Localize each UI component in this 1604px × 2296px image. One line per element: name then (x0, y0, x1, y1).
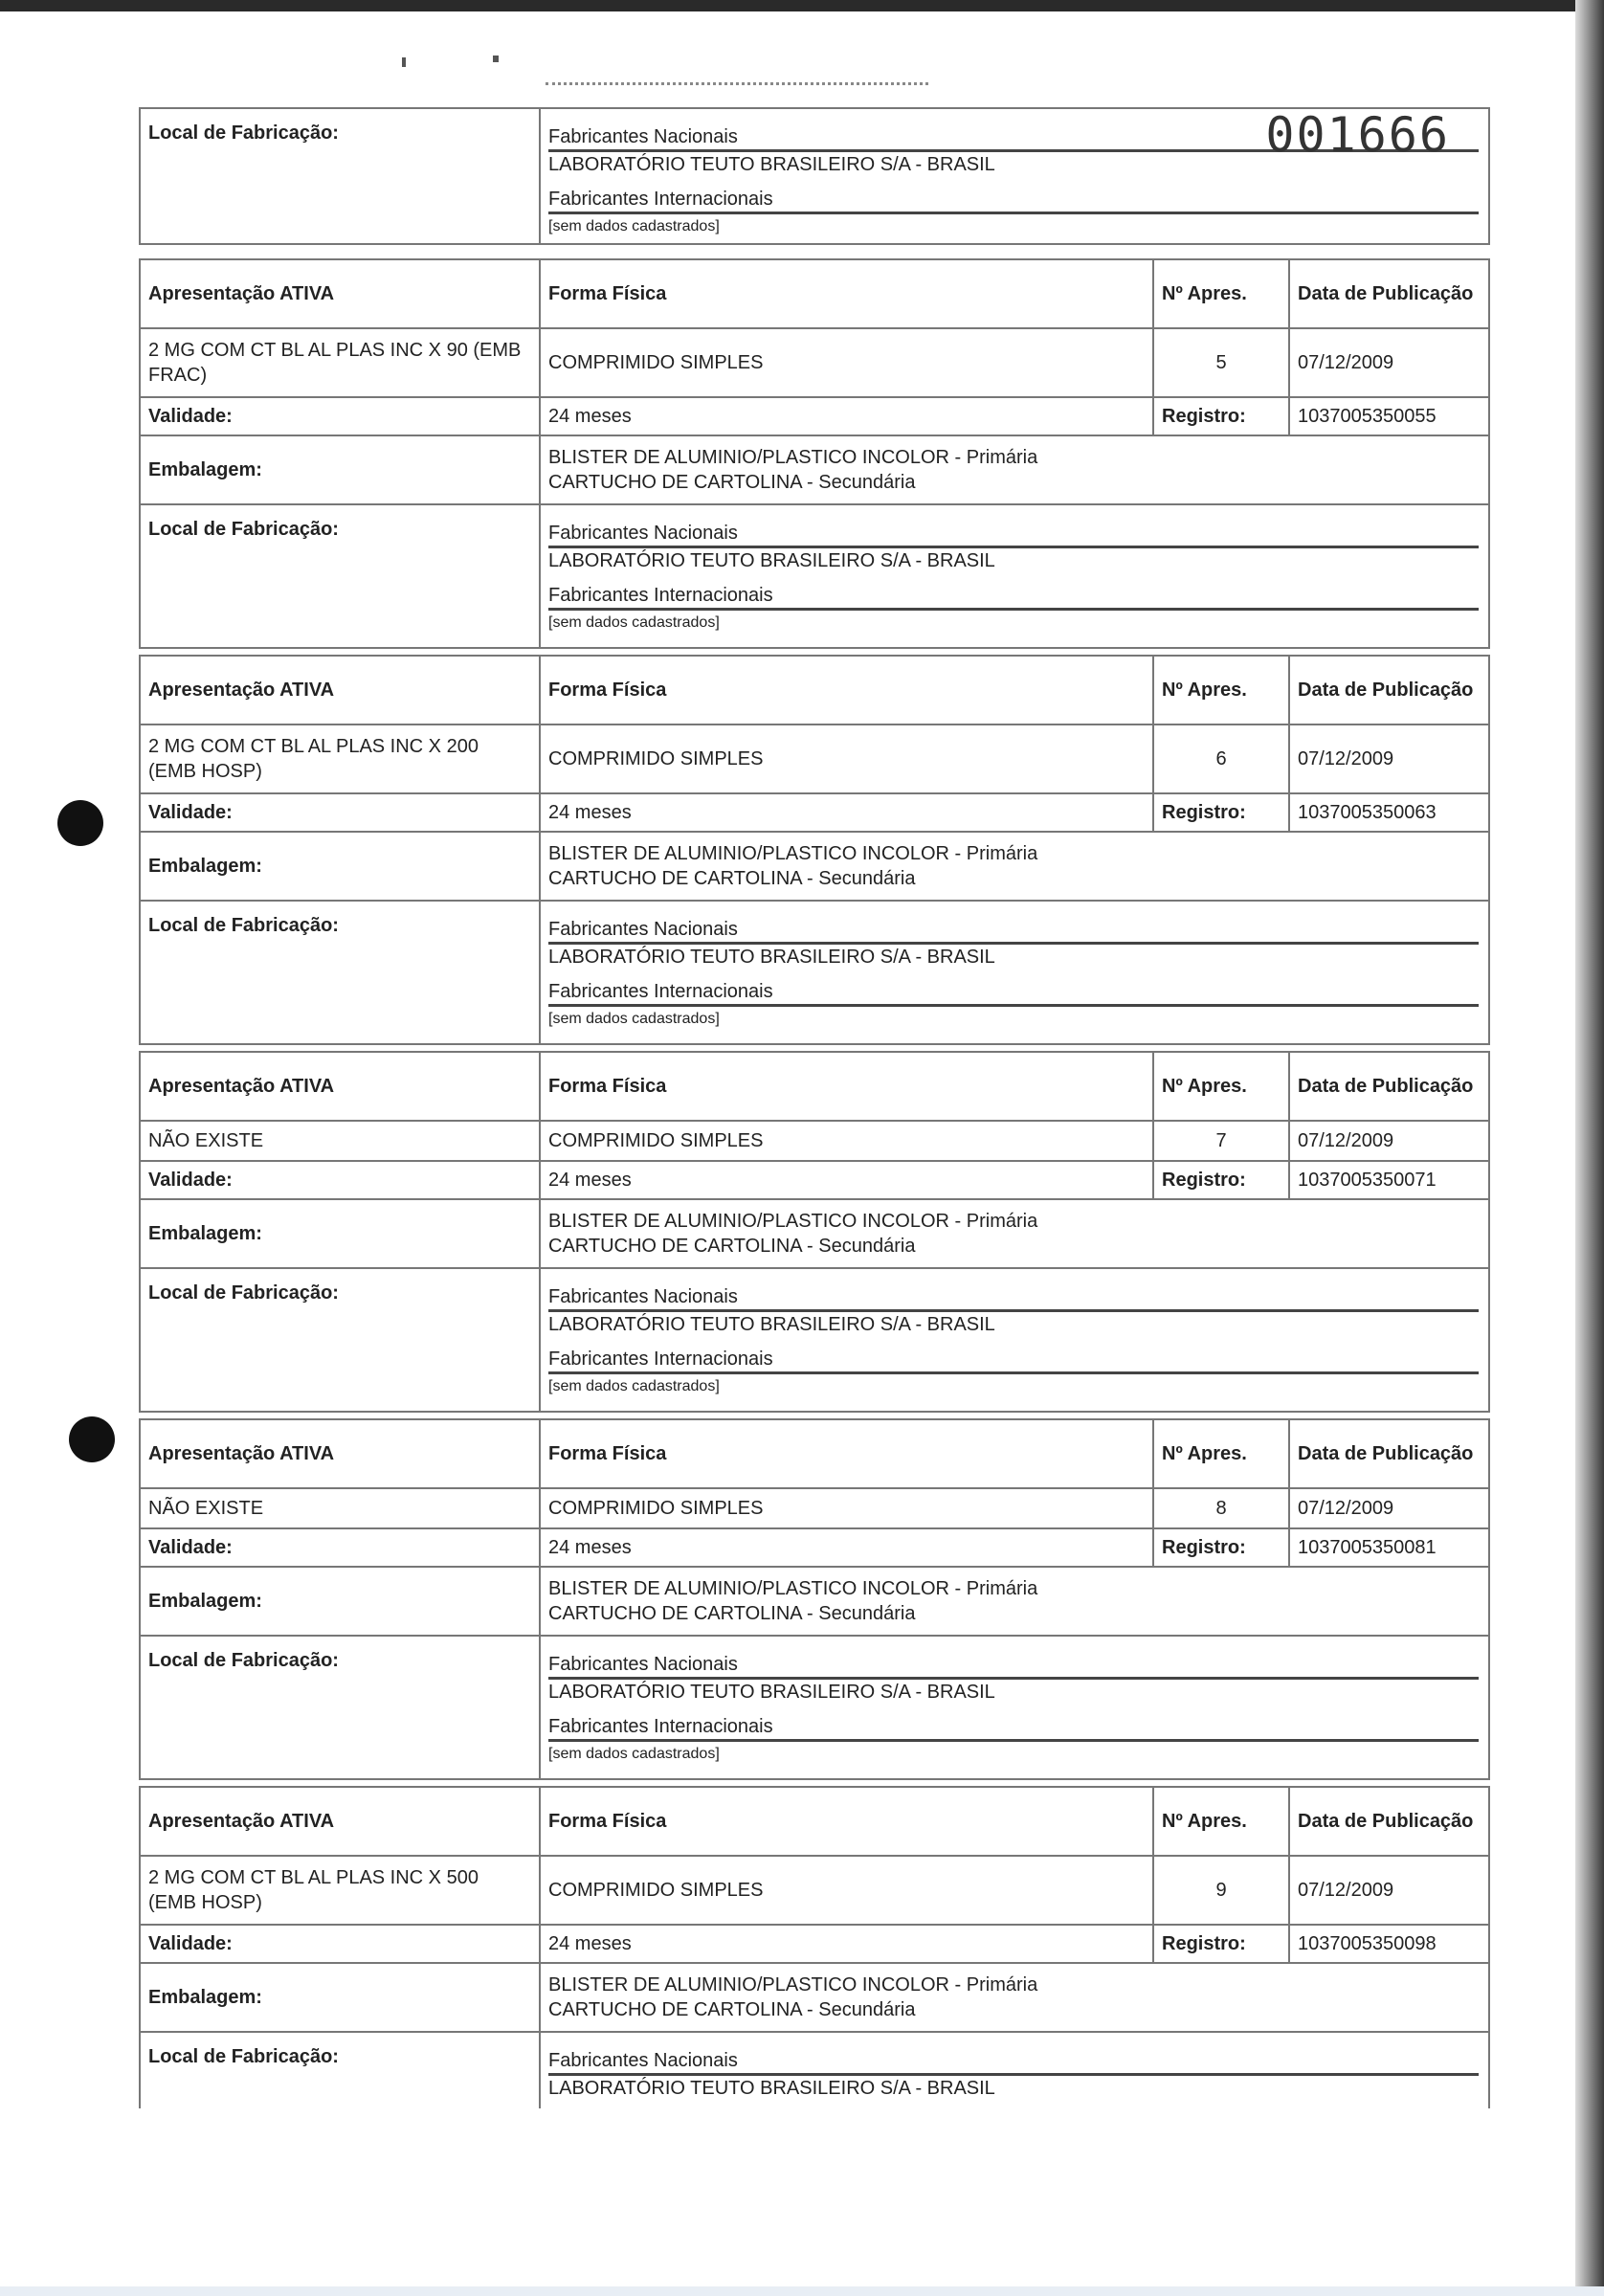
internacionais-heading: Fabricantes Internacionais (548, 583, 1479, 611)
sem-dados: [sem dados cadastrados] (548, 1378, 720, 1394)
sem-dados: [sem dados cadastrados] (548, 1746, 720, 1762)
sem-dados: [sem dados cadastrados] (548, 218, 720, 234)
data-value: 07/12/2009 (1289, 1488, 1489, 1528)
presentation-list (139, 258, 1490, 2108)
internacionais-heading: Fabricantes Internacionais (548, 979, 1479, 1007)
embalagem-value (540, 1963, 1489, 2032)
fabricante-nacional: LABORATÓRIO TEUTO BRASILEIRO S/A - BRASIL (548, 154, 995, 175)
forma-value: COMPRIMIDO SIMPLES (540, 328, 1153, 397)
num-header: Nº Apres. (1153, 656, 1289, 724)
local-label: Local de Fabricação: (140, 1268, 540, 1412)
data-value: 07/12/2009 (1289, 328, 1489, 397)
presentation-block (139, 655, 1490, 1045)
num-header: Nº Apres. (1153, 259, 1289, 328)
forma-header: Forma Física (540, 656, 1153, 724)
registro-value: 1037005350063 (1289, 793, 1489, 832)
num-value: 8 (1153, 1488, 1289, 1528)
local-value (540, 1268, 1489, 1412)
data-header: Data de Publicação (1289, 1052, 1489, 1121)
scan-border-bottom (0, 2286, 1604, 2296)
embalagem-label: Embalagem: (140, 1567, 540, 1636)
num-value: 9 (1153, 1856, 1289, 1925)
apresentacao-header: Apresentação ATIVA (140, 656, 540, 724)
punch-hole (69, 1416, 115, 1462)
embalagem-primaria: BLISTER DE ALUMINIO/PLASTICO INCOLOR - Primária (548, 843, 1038, 864)
num-value: 5 (1153, 328, 1289, 397)
apresentacao-header: Apresentação ATIVA (140, 1052, 540, 1121)
registro-label: Registro: (1153, 1528, 1289, 1567)
fabricante-nacional: LABORATÓRIO TEUTO BRASILEIRO S/A - BRASIL (548, 1314, 995, 1335)
num-header: Nº Apres. (1153, 1787, 1289, 1856)
local-label: Local de Fabricação: (140, 2032, 540, 2108)
punch-hole (57, 800, 103, 846)
fabricante-nacional: LABORATÓRIO TEUTO BRASILEIRO S/A - BRASIL (548, 947, 995, 968)
validade-value: 24 meses (540, 793, 1153, 832)
presentation-block (139, 1418, 1490, 1780)
embalagem-label: Embalagem: (140, 1199, 540, 1268)
validade-label: Validade: (140, 1528, 540, 1567)
embalagem-value (540, 1199, 1489, 1268)
forma-value: COMPRIMIDO SIMPLES (540, 1488, 1153, 1528)
validade-label: Validade: (140, 1925, 540, 1963)
registro-value: 1037005350098 (1289, 1925, 1489, 1963)
validade-value: 24 meses (540, 1161, 1153, 1199)
sem-dados: [sem dados cadastrados] (548, 614, 720, 631)
sem-dados: [sem dados cadastrados] (548, 1011, 720, 1027)
scan-speck (402, 57, 406, 67)
embalagem-label: Embalagem: (140, 832, 540, 901)
nacionais-heading: Fabricantes Nacionais (548, 124, 1479, 152)
internacionais-heading: Fabricantes Internacionais (548, 1347, 1479, 1374)
validade-label: Validade: (140, 1161, 540, 1199)
forma-value: COMPRIMIDO SIMPLES (540, 724, 1153, 793)
embalagem-label: Embalagem: (140, 1963, 540, 2032)
registro-label: Registro: (1153, 1925, 1289, 1963)
apresentacao-value: NÃO EXISTE (140, 1488, 540, 1528)
embalagem-label: Embalagem: (140, 435, 540, 504)
presentation-block (139, 258, 1490, 649)
registro-label: Registro: (1153, 1161, 1289, 1199)
document-body (139, 107, 1490, 2112)
nacionais-heading: Fabricantes Nacionais (548, 521, 1479, 548)
fabricante-nacional: LABORATÓRIO TEUTO BRASILEIRO S/A - BRASIL (548, 550, 995, 571)
stamp-number: 001666 (1265, 107, 1450, 163)
embalagem-primaria: BLISTER DE ALUMINIO/PLASTICO INCOLOR - Primária (548, 1578, 1038, 1599)
local-value (540, 504, 1489, 648)
embalagem-primaria: BLISTER DE ALUMINIO/PLASTICO INCOLOR - Primária (548, 447, 1038, 468)
num-header: Nº Apres. (1153, 1419, 1289, 1488)
validade-value: 24 meses (540, 1528, 1153, 1567)
local-label: Local de Fabricação: (140, 1636, 540, 1779)
apresentacao-value: 2 MG COM CT BL AL PLAS INC X 500 (EMB HOSP) (140, 1856, 540, 1925)
num-header: Nº Apres. (1153, 1052, 1289, 1121)
apresentacao-header: Apresentação ATIVA (140, 1419, 540, 1488)
registro-value: 1037005350055 (1289, 397, 1489, 435)
embalagem-primaria: BLISTER DE ALUMINIO/PLASTICO INCOLOR - Primária (548, 1974, 1038, 1995)
embalagem-secundaria: CARTUCHO DE CARTOLINA - Secundária (548, 472, 916, 493)
forma-value: COMPRIMIDO SIMPLES (540, 1121, 1153, 1161)
apresentacao-value: 2 MG COM CT BL AL PLAS INC X 90 (EMB FRAC) (140, 328, 540, 397)
presentation-block (139, 1786, 1490, 2108)
forma-header: Forma Física (540, 1787, 1153, 1856)
scan-border-top (0, 0, 1604, 11)
embalagem-value (540, 1567, 1489, 1636)
embalagem-secundaria: CARTUCHO DE CARTOLINA - Secundária (548, 868, 916, 889)
nacionais-heading: Fabricantes Nacionais (548, 2048, 1479, 2076)
forma-value: COMPRIMIDO SIMPLES (540, 1856, 1153, 1925)
validade-value: 24 meses (540, 1925, 1153, 1963)
internacionais-heading: Fabricantes Internacionais (548, 1714, 1479, 1742)
data-value: 07/12/2009 (1289, 1856, 1489, 1925)
embalagem-value (540, 832, 1489, 901)
nacionais-heading: Fabricantes Nacionais (548, 1652, 1479, 1680)
num-value: 7 (1153, 1121, 1289, 1161)
validade-label: Validade: (140, 397, 540, 435)
scan-speck (493, 56, 499, 62)
validade-label: Validade: (140, 793, 540, 832)
cut-off-text (546, 82, 928, 85)
local-label: Local de Fabricação: (140, 504, 540, 648)
num-value: 6 (1153, 724, 1289, 793)
apresentacao-header: Apresentação ATIVA (140, 1787, 540, 1856)
local-label: Local de Fabricação: (140, 108, 540, 244)
embalagem-secundaria: CARTUCHO DE CARTOLINA - Secundária (548, 1236, 916, 1257)
apresentacao-header: Apresentação ATIVA (140, 259, 540, 328)
local-value (540, 2032, 1489, 2108)
nacionais-heading: Fabricantes Nacionais (548, 1284, 1479, 1312)
data-header: Data de Publicação (1289, 1419, 1489, 1488)
embalagem-value (540, 435, 1489, 504)
apresentacao-value: NÃO EXISTE (140, 1121, 540, 1161)
local-value (540, 901, 1489, 1044)
data-header: Data de Publicação (1289, 1787, 1489, 1856)
data-value: 07/12/2009 (1289, 724, 1489, 793)
embalagem-secundaria: CARTUCHO DE CARTOLINA - Secundária (548, 1603, 916, 1624)
apresentacao-value: 2 MG COM CT BL AL PLAS INC X 200 (EMB HOSP) (140, 724, 540, 793)
partial-block-top (139, 107, 1490, 245)
scan-border-right (1575, 0, 1604, 2296)
nacionais-heading: Fabricantes Nacionais (548, 917, 1479, 945)
data-header: Data de Publicação (1289, 259, 1489, 328)
local-value (540, 108, 1489, 244)
fabricante-nacional: LABORATÓRIO TEUTO BRASILEIRO S/A - BRASIL (548, 2078, 995, 2099)
internacionais-heading: Fabricantes Internacionais (548, 187, 1479, 214)
data-value: 07/12/2009 (1289, 1121, 1489, 1161)
local-label: Local de Fabricação: (140, 901, 540, 1044)
embalagem-secundaria: CARTUCHO DE CARTOLINA - Secundária (548, 1999, 916, 2020)
forma-header: Forma Física (540, 259, 1153, 328)
registro-value: 1037005350081 (1289, 1528, 1489, 1567)
data-header: Data de Publicação (1289, 656, 1489, 724)
local-value (540, 1636, 1489, 1779)
forma-header: Forma Física (540, 1052, 1153, 1121)
fabricante-nacional: LABORATÓRIO TEUTO BRASILEIRO S/A - BRASIL (548, 1682, 995, 1703)
registro-label: Registro: (1153, 793, 1289, 832)
validade-value: 24 meses (540, 397, 1153, 435)
registro-label: Registro: (1153, 397, 1289, 435)
forma-header: Forma Física (540, 1419, 1153, 1488)
embalagem-primaria: BLISTER DE ALUMINIO/PLASTICO INCOLOR - Primária (548, 1211, 1038, 1232)
registro-value: 1037005350071 (1289, 1161, 1489, 1199)
presentation-block (139, 1051, 1490, 1413)
